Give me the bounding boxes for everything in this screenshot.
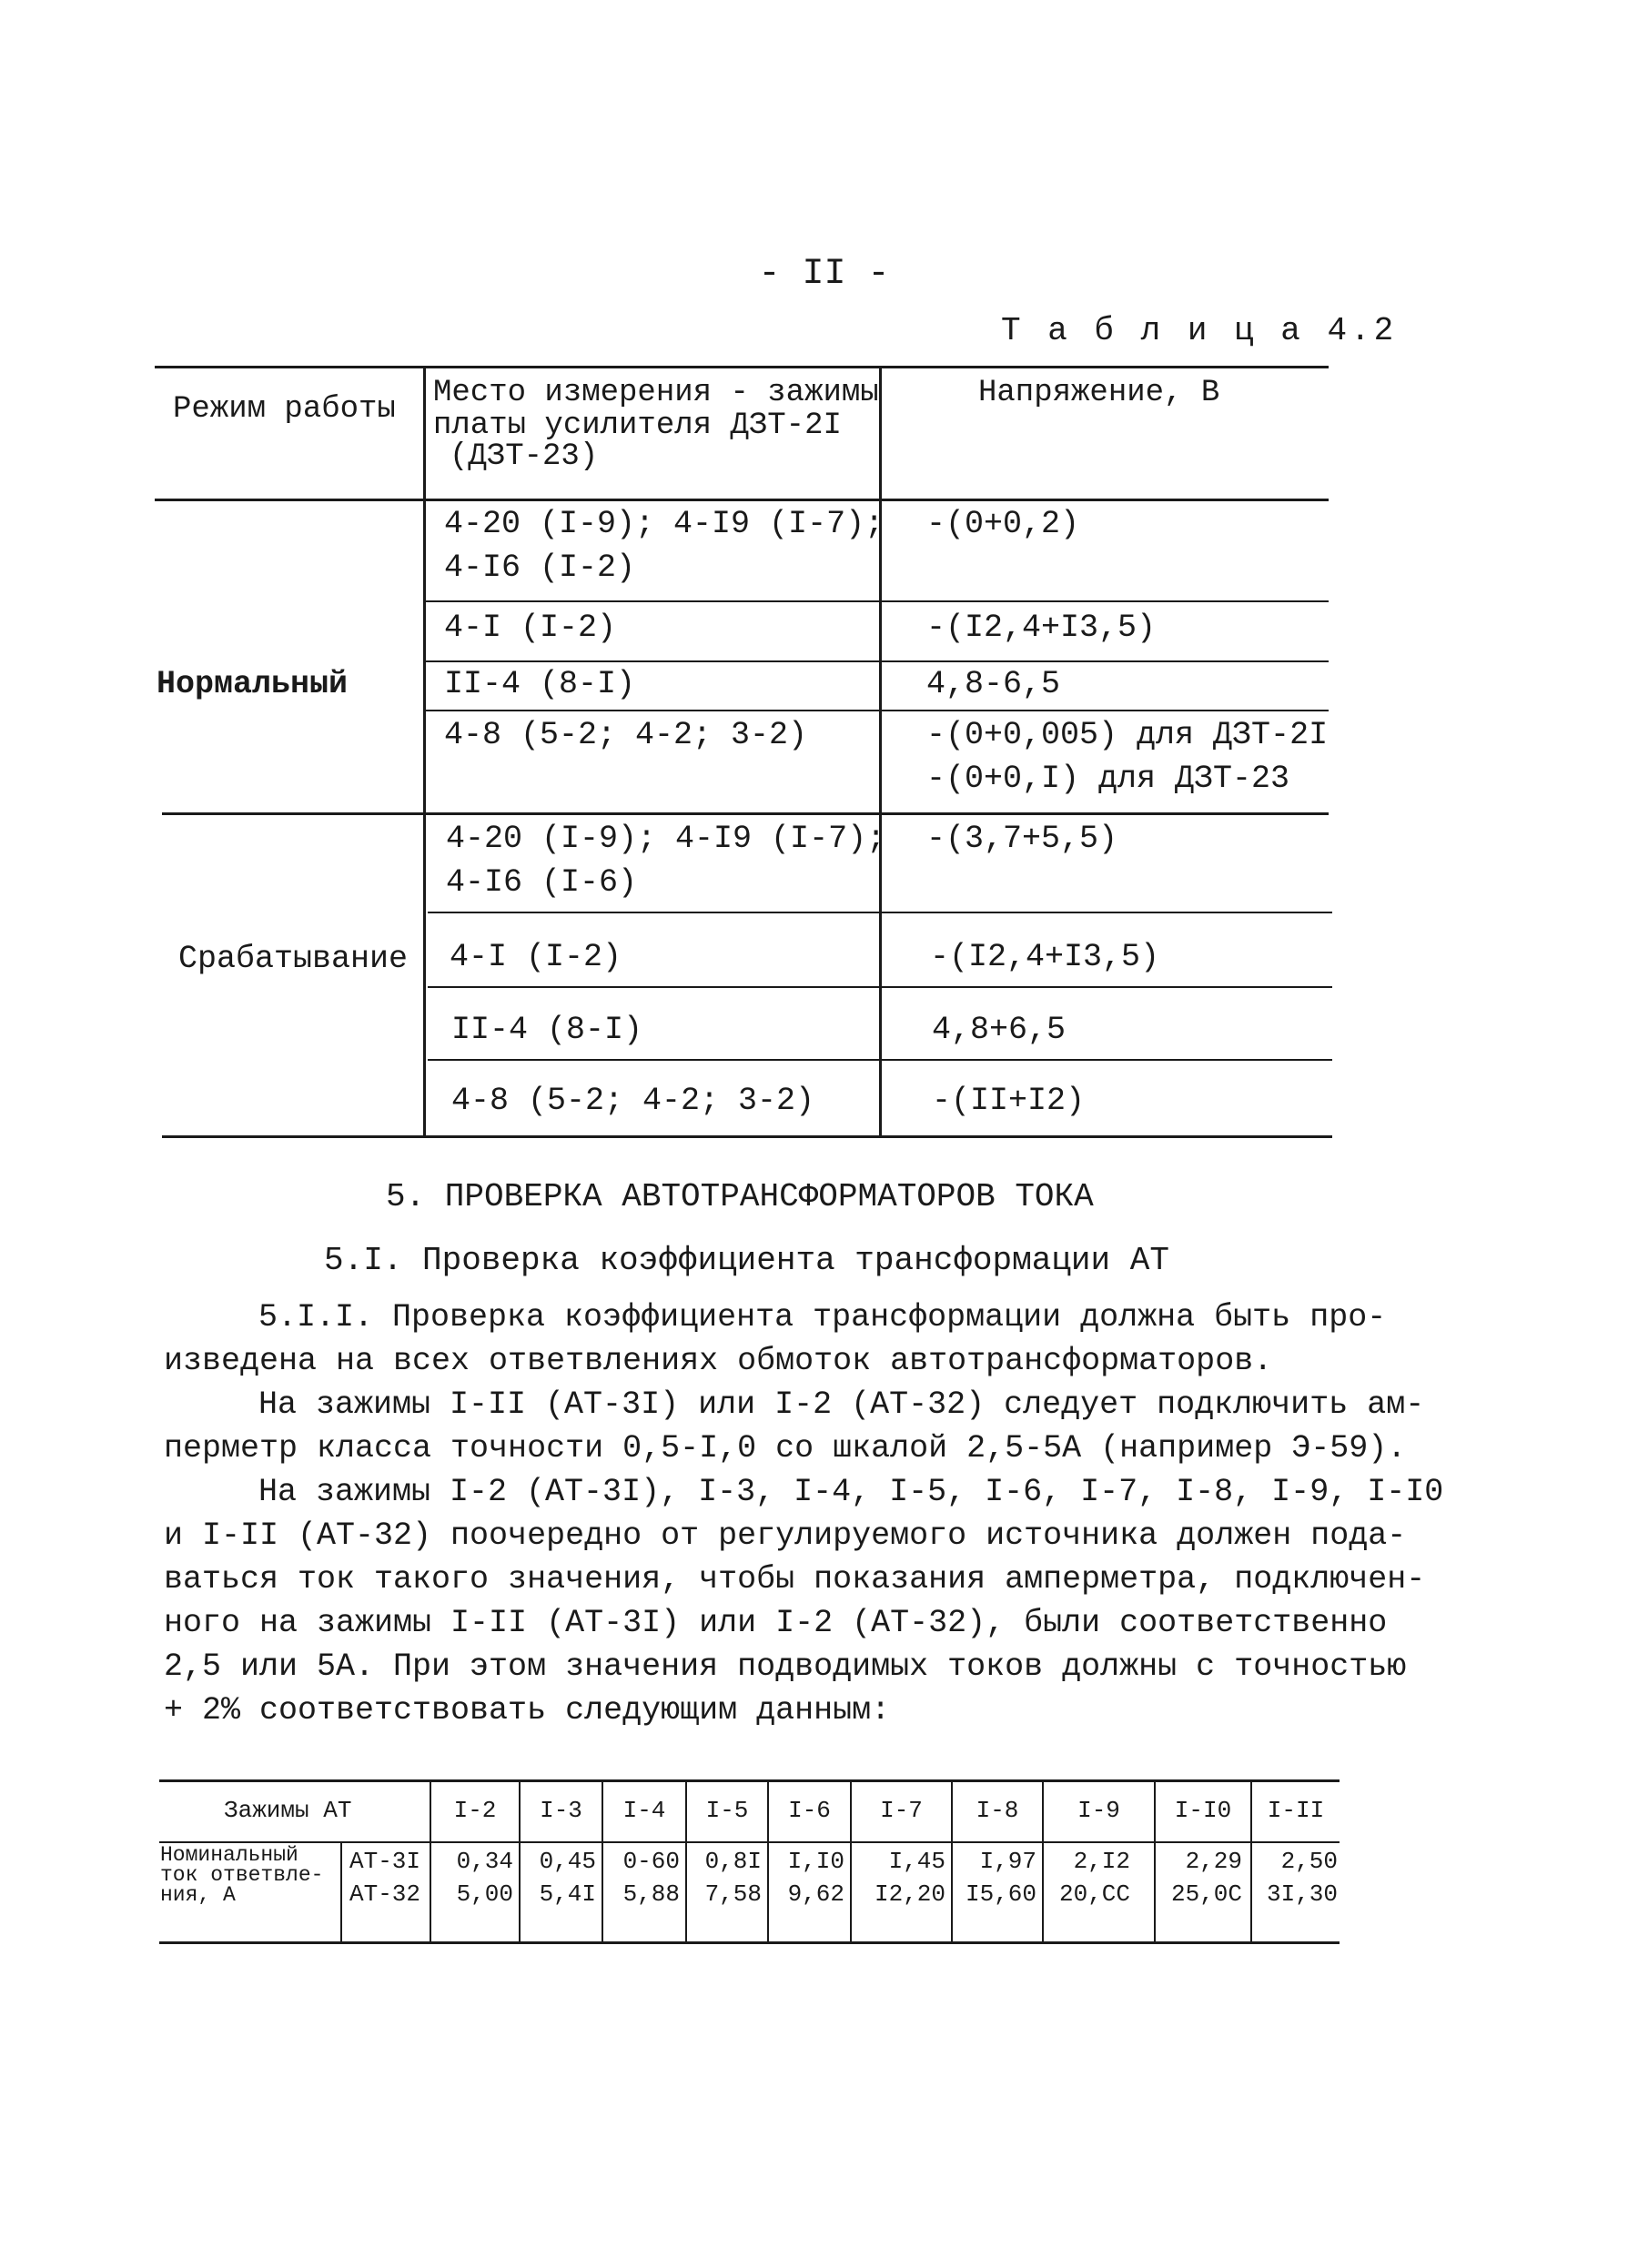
current-value: I,45	[888, 1848, 945, 1875]
place-cell: 4-I (I-2)	[444, 610, 617, 646]
current-value: 5,88	[622, 1880, 680, 1908]
header-place-line3: (ДЗТ-23)	[450, 439, 599, 474]
current-value: 0,34	[456, 1848, 513, 1875]
paragraph	[164, 1383, 1425, 1470]
paragraph-line: 5.I.I. Проверка коэффициента трансформации должна быть про-	[258, 1299, 1387, 1336]
current-value: 25,0C	[1170, 1880, 1242, 1908]
table-top-rule	[159, 1779, 1340, 1782]
voltage-cell: 4,8+6,5	[932, 1012, 1067, 1048]
subsection-heading: 5.I. Проверка коэффициента трансформации АТ	[324, 1242, 1169, 1279]
column-divider	[423, 366, 426, 1135]
current-value: 0,45	[539, 1848, 596, 1875]
voltage-cell: 4,8-6,5	[926, 666, 1061, 702]
header-mode: Режим работы	[173, 392, 396, 427]
column-divider	[340, 1841, 342, 1941]
current-value: 3I,30	[1266, 1880, 1338, 1908]
row-divider	[426, 600, 1329, 602]
mode-trip: Срабатывание	[178, 941, 409, 977]
paragraph-line: перметр класса точности 0,5-I,0 со шкалой 2,5-5А (например Э-59).	[164, 1430, 1407, 1467]
section-heading: 5. ПРОВЕРКА АВТОТРАНСФОРМАТОРОВ ТОКА	[386, 1178, 1094, 1215]
table-header-rule	[155, 499, 1329, 501]
voltage-cell: -(0+0,2)	[926, 506, 1080, 542]
current-value: 0-60	[622, 1848, 680, 1875]
voltage-cell: -(I2,4+I3,5)	[930, 939, 1160, 975]
table-caption: Т а б л и ц а 4.2	[1001, 312, 1398, 349]
header-place-line2: платы усилителя ДЗТ-2I	[433, 408, 842, 443]
place-cell: 4-20 (I-9); 4-I9 (I-7);	[446, 821, 886, 857]
row-label-line: Номинальный	[160, 1843, 298, 1867]
terminal-header: I-II	[1267, 1797, 1325, 1824]
paragraph-line: На зажимы I-2 (АТ-3I), I-3, I-4, I-5, I-6, I-7, I-8, I-9, I-I0	[258, 1474, 1444, 1510]
row-label-line: ния, А	[160, 1883, 236, 1907]
header-terminals-label: Зажимы АТ	[224, 1797, 352, 1824]
paragraph	[164, 1295, 1387, 1383]
voltage-cell: -(0+0,005) для ДЗТ-2I	[926, 717, 1329, 753]
type-label: АТ-32	[349, 1880, 421, 1908]
table-header-rule	[159, 1841, 1340, 1843]
paragraph-line: изведена на всех ответвлениях обмоток автотрансформаторов.	[164, 1343, 1273, 1379]
column-divider	[879, 366, 882, 1135]
header-place-line1: Место измерения - зажимы	[433, 376, 879, 410]
place-cell: 4-8 (5-2; 4-2; 3-2)	[444, 717, 808, 753]
paragraph	[164, 1470, 1444, 1732]
table-bottom-rule	[162, 1135, 1332, 1138]
terminal-header: I-6	[788, 1797, 831, 1824]
type-label: АТ-3I	[349, 1848, 421, 1875]
current-value: 9,62	[787, 1880, 844, 1908]
current-value: 2,50	[1280, 1848, 1338, 1875]
row-divider	[426, 710, 1329, 711]
current-value: 7,58	[704, 1880, 762, 1908]
terminal-header: I-9	[1077, 1797, 1120, 1824]
place-cell: II-4 (8-I)	[444, 666, 636, 702]
terminal-header: I-8	[976, 1797, 1019, 1824]
terminal-header: I-2	[453, 1797, 497, 1824]
current-value: I5,60	[965, 1880, 1036, 1908]
place-cell: II-4 (8-I)	[451, 1012, 643, 1048]
voltage-cell: -(II+I2)	[932, 1083, 1086, 1119]
paragraph-line: ного на зажимы I-II (АТ-3I) или I-2 (АТ-32), были соответственно	[164, 1605, 1388, 1641]
terminal-header: I-5	[705, 1797, 749, 1824]
header-voltage: Напряжение, В	[978, 376, 1220, 410]
paragraph-line: ваться ток такого значения, чтобы показания амперметра, подключен-	[164, 1561, 1426, 1598]
terminal-header: I-4	[622, 1797, 666, 1824]
current-value: 20,CC	[1058, 1880, 1130, 1908]
voltage-cell: -(I2,4+I3,5)	[926, 610, 1157, 646]
terminal-header: I-7	[880, 1797, 923, 1824]
current-value: 0,8I	[704, 1848, 762, 1875]
current-value: 2,29	[1185, 1848, 1242, 1875]
place-cell: 4-I6 (I-2)	[444, 549, 636, 586]
terminal-header: I-I0	[1174, 1797, 1232, 1824]
group-divider	[162, 812, 1329, 815]
place-cell: 4-8 (5-2; 4-2; 3-2)	[451, 1083, 815, 1119]
current-value: I2,20	[874, 1880, 945, 1908]
current-value: 5,00	[456, 1880, 513, 1908]
mode-normal: Нормальный	[157, 666, 349, 702]
paragraph-line: 2,5 или 5А. При этом значения подводимых токов должны с точностью	[164, 1648, 1407, 1685]
row-label-line: ток ответвле-	[160, 1863, 324, 1887]
paragraph-line: + 2% соответствовать следующим данным:	[164, 1692, 891, 1729]
table-bottom-rule	[159, 1941, 1340, 1944]
voltage-cell: -(3,7+5,5)	[926, 821, 1118, 857]
place-cell: 4-I (I-2)	[450, 939, 622, 975]
current-value: 5,4I	[539, 1880, 596, 1908]
terminal-header: I-3	[540, 1797, 582, 1824]
page-number: - II -	[758, 254, 890, 295]
paragraph-line: и I-II (АТ-32) поочередно от регулируемого источника должен пода-	[164, 1517, 1407, 1554]
current-value: I,I0	[787, 1848, 844, 1875]
current-value: I,97	[979, 1848, 1036, 1875]
place-cell: 4-20 (I-9); 4-I9 (I-7);	[444, 506, 885, 542]
voltage-cell: -(0+0,I) для ДЗТ-23	[926, 761, 1290, 797]
place-cell: 4-I6 (I-6)	[446, 864, 638, 901]
paragraph-line: На зажимы I-II (АТ-3I) или I-2 (АТ-32) следует подключить ам-	[258, 1386, 1425, 1423]
current-value: 2,I2	[1073, 1848, 1130, 1875]
table-top-rule	[155, 366, 1329, 368]
